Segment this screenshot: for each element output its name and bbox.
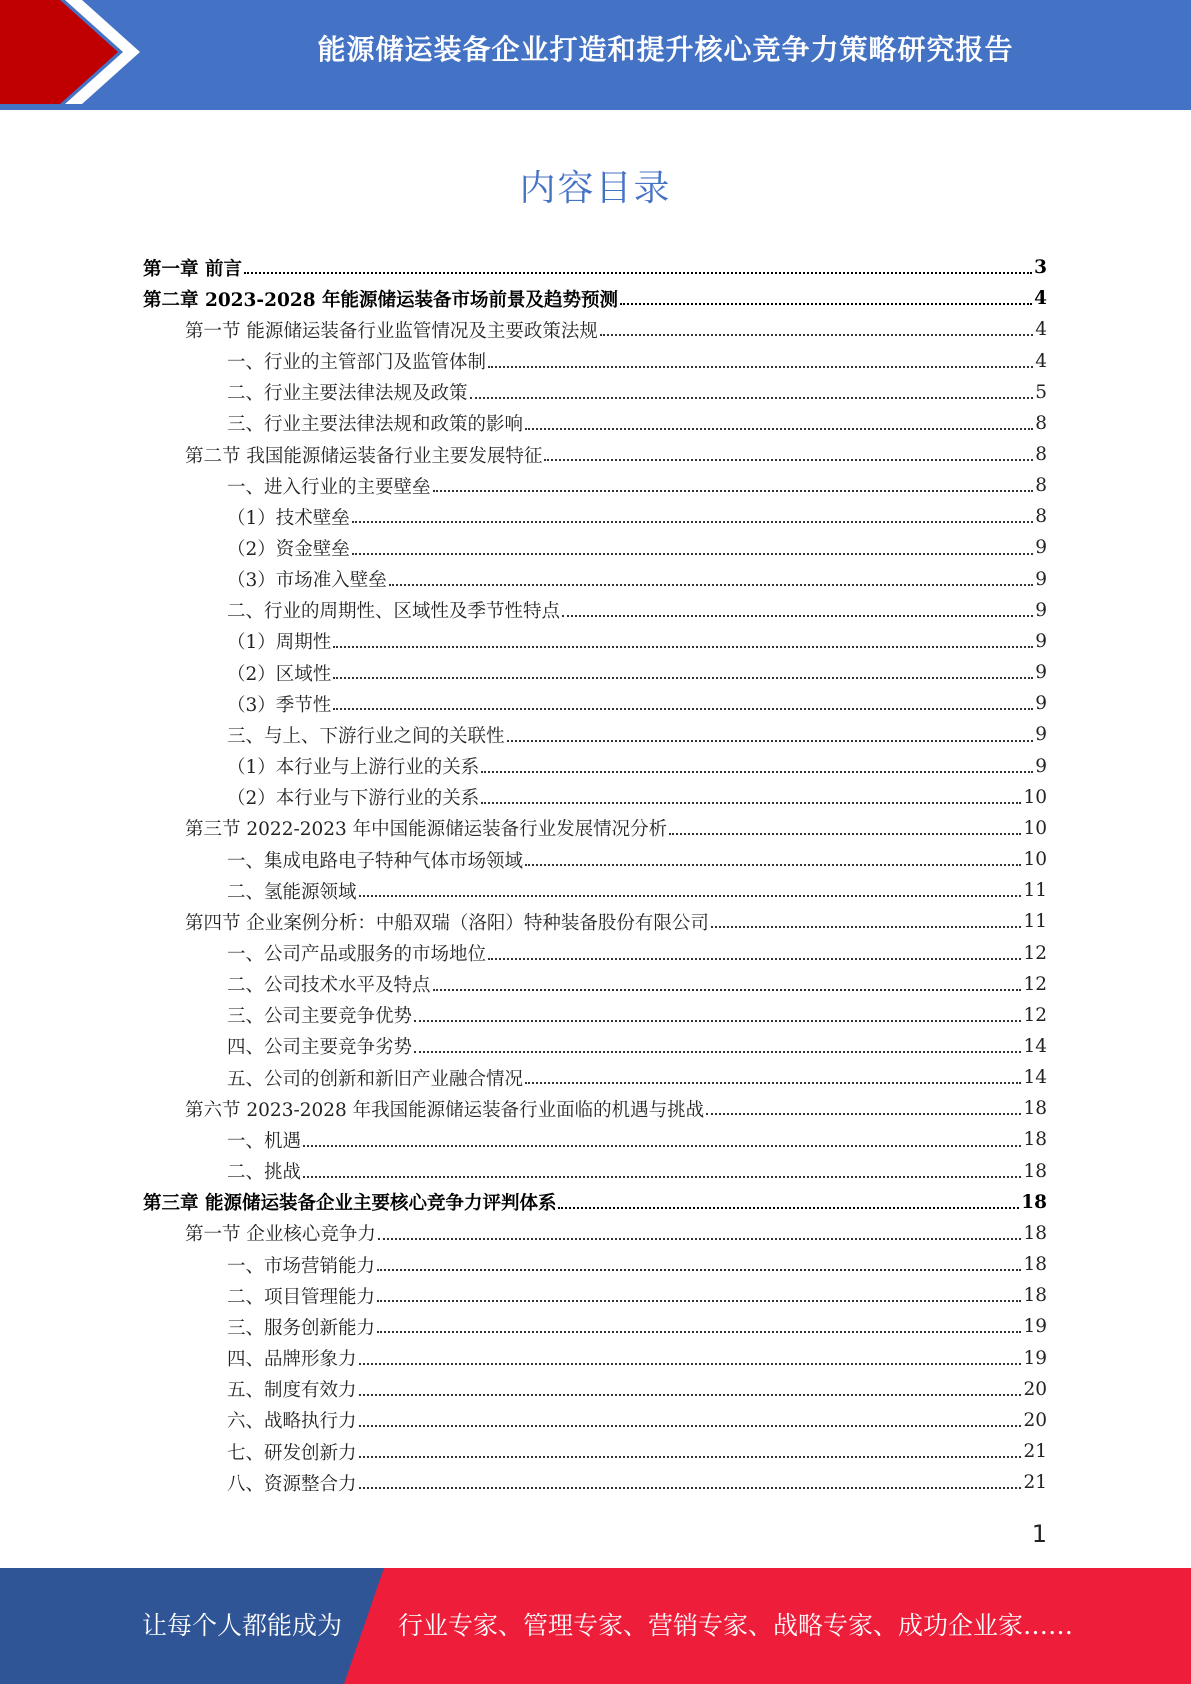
footer-slogan-right: 行业专家、管理专家、营销专家、战略专家、成功企业家……	[398, 1611, 1074, 1640]
toc-dot-leader	[333, 676, 1033, 679]
toc-entry-page: 10	[1023, 817, 1047, 839]
toc-dot-leader	[303, 1144, 1021, 1147]
toc-entry-page: 3	[1034, 257, 1047, 279]
toc-entry-title: 五、公司的创新和新旧产业融合情况	[227, 1068, 524, 1090]
page-header	[0, 0, 1191, 110]
toc-entry-page: 19	[1023, 1347, 1047, 1369]
toc-entry-title: 第一节 企业核心竞争力	[185, 1224, 376, 1246]
toc-entry-title: 八、资源整合力	[227, 1473, 357, 1495]
toc-entry-page: 4	[1035, 319, 1047, 341]
toc-dot-leader	[377, 1330, 1021, 1333]
toc-dot-leader	[377, 1268, 1021, 1271]
toc-dot-leader	[525, 1081, 1021, 1084]
toc-dot-leader	[377, 1299, 1021, 1302]
toc-entry[interactable]	[143, 1062, 1047, 1093]
toc-dot-leader	[711, 925, 1022, 928]
toc-dot-leader	[352, 520, 1033, 523]
page-footer	[0, 1568, 1191, 1684]
toc-entry[interactable]	[143, 1187, 1047, 1218]
toc-entry-title: 三、公司主要竞争优势	[227, 1006, 413, 1028]
toc-dot-leader	[525, 863, 1021, 866]
toc-entry-title: 第二章 2023-2028 年能源储运装备市场前景及趋势预测	[143, 289, 619, 311]
toc-entry-page: 18	[1023, 1098, 1047, 1120]
toc-entry-title: 一、公司产品或服务的市场地位	[227, 944, 487, 966]
footer-slogan-left: 让每个人都能成为	[142, 1611, 343, 1640]
toc-entry[interactable]	[143, 626, 1047, 657]
toc-dot-leader	[389, 583, 1033, 586]
toc-entry-title: 二、公司技术水平及特点	[227, 975, 431, 997]
toc-entry[interactable]	[143, 345, 1047, 376]
toc-entry[interactable]	[143, 1311, 1047, 1342]
toc-entry-title: 四、公司主要竞争劣势	[227, 1037, 413, 1059]
toc-dot-leader	[669, 832, 1021, 835]
toc-entry[interactable]	[143, 1249, 1047, 1280]
toc-entry-page: 18	[1023, 1160, 1047, 1182]
toc-dot-leader	[433, 489, 1034, 492]
toc-entry[interactable]	[143, 969, 1047, 1000]
toc-entry-title: 六、战略执行力	[227, 1411, 357, 1433]
toc-entry-title: 二、项目管理能力	[227, 1286, 376, 1308]
toc-dot-leader	[359, 1362, 1022, 1365]
toc-dot-leader	[470, 396, 1034, 399]
toc-entry[interactable]	[143, 875, 1047, 906]
toc-entry[interactable]	[143, 532, 1047, 563]
toc-entry-title: 二、行业主要法律法规及政策	[227, 383, 468, 405]
toc-entry[interactable]	[143, 719, 1047, 750]
toc-entry[interactable]	[143, 657, 1047, 688]
toc-entry-page: 4	[1035, 350, 1047, 372]
toc-entry-page: 18	[1023, 1129, 1047, 1151]
toc-entry[interactable]	[143, 1436, 1047, 1467]
toc-dot-leader	[544, 458, 1033, 461]
toc-entry-title: 三、服务创新能力	[227, 1317, 376, 1339]
toc-entry-title: 第四节 企业案例分析：中船双瑞（洛阳）特种装备股份有限公司	[185, 912, 709, 934]
toc-entry-page: 9	[1035, 662, 1047, 684]
toc-entry-title: 第六节 2023-2028 年我国能源储运装备行业面临的机遇与挑战	[185, 1099, 705, 1121]
toc-entry-page: 18	[1021, 1191, 1047, 1213]
toc-entry-page: 9	[1035, 630, 1047, 652]
toc-dot-leader	[481, 770, 1033, 773]
toc-entry-page: 9	[1035, 599, 1047, 621]
toc-dot-leader	[433, 988, 1022, 991]
toc-entry-page: 9	[1035, 693, 1047, 715]
toc-entry[interactable]	[143, 1374, 1047, 1405]
toc-entry[interactable]	[143, 1000, 1047, 1031]
toc-entry-page: 8	[1035, 444, 1047, 466]
toc-entry-title: 一、集成电路电子特种气体市场领域	[227, 850, 524, 872]
toc-entry-page: 4	[1034, 288, 1047, 310]
report-title: 能源储运装备企业打造和提升核心竞争力策略研究报告	[317, 33, 1014, 66]
toc-entry[interactable]	[143, 564, 1047, 595]
toc-dot-leader	[488, 365, 1033, 368]
toc-entry-page: 9	[1035, 568, 1047, 590]
toc-dot-leader	[303, 1175, 1021, 1178]
toc-dot-leader	[507, 739, 1034, 742]
toc-entry[interactable]	[143, 470, 1047, 501]
toc-entry[interactable]	[143, 1156, 1047, 1187]
toc-entry-title: （1）本行业与上游行业的关系	[227, 757, 480, 779]
toc-dot-leader	[359, 1486, 1022, 1489]
toc-entry-title: 第一节 能源储运装备行业监管情况及主要政策法规	[185, 320, 598, 342]
toc-entry-page: 14	[1023, 1067, 1047, 1089]
toc-entry[interactable]	[143, 283, 1047, 314]
toc-entry-title: 一、市场营销能力	[227, 1255, 376, 1277]
toc-dot-leader	[414, 1019, 1021, 1022]
toc-entry-page: 11	[1023, 911, 1047, 933]
toc-entry[interactable]	[143, 439, 1047, 470]
toc-entry-title: 二、氢能源领域	[227, 881, 357, 903]
toc-entry[interactable]	[143, 751, 1047, 782]
toc-entry-page: 8	[1035, 506, 1047, 528]
toc-dot-leader	[706, 1112, 1021, 1115]
toc-entry[interactable]	[143, 1342, 1047, 1373]
toc-entry[interactable]	[143, 1218, 1047, 1249]
toc-entry[interactable]	[143, 906, 1047, 937]
toc-dot-leader	[378, 1237, 1022, 1240]
toc-dot-leader	[525, 427, 1033, 430]
toc-entry-title: （3）市场准入壁垒	[227, 570, 387, 592]
toc-dot-leader	[333, 645, 1033, 648]
toc-entry[interactable]	[143, 937, 1047, 968]
page-number: 1	[1031, 1520, 1047, 1548]
toc-entry-title: （2）资金壁垒	[227, 538, 350, 560]
toc-entry[interactable]	[143, 408, 1047, 439]
toc-entry[interactable]	[143, 1467, 1047, 1498]
toc-dot-leader	[562, 614, 1033, 617]
toc-entry-title: 第三章 能源储运装备企业主要核心竞争力评判体系	[143, 1193, 557, 1215]
toc-dot-leader	[414, 1050, 1021, 1053]
toc-entry-title: 第一章 前言	[143, 258, 242, 280]
toc-dot-leader	[359, 1455, 1022, 1458]
toc-entry-page: 10	[1023, 849, 1047, 871]
toc-entry-page: 14	[1023, 1035, 1047, 1057]
toc-entry-page: 8	[1035, 412, 1047, 434]
toc-entry-page: 8	[1035, 475, 1047, 497]
toc-entry[interactable]	[143, 1405, 1047, 1436]
toc-entry-page: 12	[1023, 1004, 1047, 1026]
toc-entry-title: （1）技术壁垒	[227, 507, 350, 529]
toc-entry[interactable]	[143, 1031, 1047, 1062]
toc-dot-leader	[481, 801, 1021, 804]
toc-entry[interactable]	[143, 782, 1047, 813]
toc-dot-leader	[620, 302, 1032, 305]
toc-entry-title: 三、行业主要法律法规和政策的影响	[227, 414, 524, 436]
toc-entry-title: 四、品牌形象力	[227, 1349, 357, 1371]
toc-entry-title: 一、机遇	[227, 1130, 302, 1152]
toc-heading: 内容目录	[519, 168, 672, 209]
toc-entry-page: 5	[1035, 381, 1047, 403]
toc-entry-page: 20	[1023, 1378, 1047, 1400]
toc-entry-title: （1）周期性	[227, 632, 332, 654]
toc-entry[interactable]	[143, 377, 1047, 408]
toc-entry-title: 一、进入行业的主要壁垒	[227, 476, 431, 498]
header-arrow-decoration	[0, 0, 160, 110]
toc-dot-leader	[600, 333, 1033, 336]
toc-entry-title: 七、研发创新力	[227, 1442, 357, 1464]
toc-entry-page: 11	[1023, 880, 1047, 902]
toc-dot-leader	[359, 1424, 1022, 1427]
toc-dot-leader	[359, 894, 1022, 897]
toc-entry-title: 第三节 2022-2023 年中国能源储运装备行业发展情况分析	[185, 819, 668, 841]
toc-entry[interactable]	[143, 844, 1047, 875]
toc-entry[interactable]	[143, 1093, 1047, 1124]
toc-entry[interactable]	[143, 252, 1047, 283]
toc-entry-page: 19	[1023, 1316, 1047, 1338]
toc-entry-page: 12	[1023, 942, 1047, 964]
toc-entry-title: 五、制度有效力	[227, 1380, 357, 1402]
toc-dot-leader	[244, 271, 1032, 274]
table-of-contents	[143, 252, 1047, 1498]
toc-entry-title: 第二节 我国能源储运装备行业主要发展特征	[185, 445, 543, 467]
toc-entry-title: 二、挑战	[227, 1162, 302, 1184]
toc-dot-leader	[558, 1206, 1019, 1209]
toc-entry[interactable]	[143, 595, 1047, 626]
toc-entry-page: 21	[1023, 1441, 1047, 1463]
toc-entry[interactable]	[143, 688, 1047, 719]
toc-entry-page: 18	[1023, 1254, 1047, 1276]
toc-entry-title: （3）季节性	[227, 694, 332, 716]
toc-entry[interactable]	[143, 813, 1047, 844]
toc-dot-leader	[352, 552, 1033, 555]
toc-entry[interactable]	[143, 501, 1047, 532]
toc-entry-page: 9	[1035, 755, 1047, 777]
toc-entry[interactable]	[143, 1124, 1047, 1155]
toc-entry-page: 10	[1023, 786, 1047, 808]
toc-entry[interactable]	[143, 314, 1047, 345]
toc-entry-page: 9	[1035, 537, 1047, 559]
toc-entry-title: 一、行业的主管部门及监管体制	[227, 352, 487, 374]
toc-dot-leader	[333, 707, 1033, 710]
toc-entry-title: （2）区域性	[227, 663, 332, 685]
toc-entry[interactable]	[143, 1280, 1047, 1311]
toc-entry-page: 18	[1023, 1285, 1047, 1307]
toc-entry-page: 18	[1023, 1222, 1047, 1244]
toc-dot-leader	[488, 957, 1021, 960]
toc-entry-page: 9	[1035, 724, 1047, 746]
toc-entry-page: 20	[1023, 1409, 1047, 1431]
toc-entry-page: 21	[1023, 1472, 1047, 1494]
toc-entry-title: 二、行业的周期性、区域性及季节性特点	[227, 601, 561, 623]
toc-entry-page: 12	[1023, 973, 1047, 995]
toc-entry-title: （2）本行业与下游行业的关系	[227, 788, 480, 810]
toc-entry-title: 三、与上、下游行业之间的关联性	[227, 725, 505, 747]
toc-dot-leader	[359, 1393, 1022, 1396]
